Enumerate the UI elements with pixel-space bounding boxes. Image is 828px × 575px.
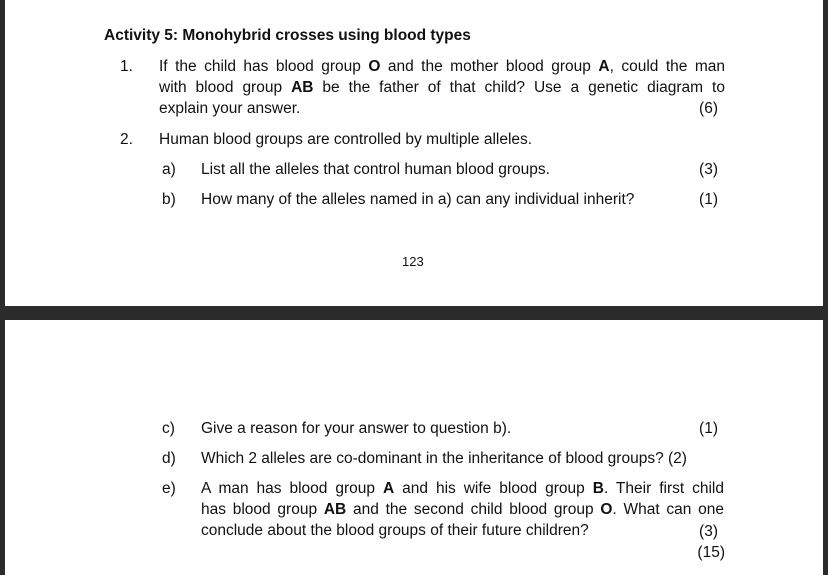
total-marks: (15) [697, 544, 725, 561]
q1-number: 1. [120, 58, 133, 75]
page-number: 123 [402, 254, 424, 269]
q2d-text: Which 2 alleles are co-dominant in the inheritance of blood groups? (2) [201, 450, 687, 467]
blood-group-b: B [592, 480, 604, 497]
q2e-label: e) [162, 480, 176, 497]
q1-marks: (6) [699, 100, 718, 117]
q2e-text: . What can one [612, 501, 725, 518]
page-2 [5, 320, 823, 575]
q1-text: and the mother blood group [380, 58, 599, 75]
q1-line-1 [159, 57, 725, 77]
q2-text: Human blood groups are controlled by multiple alleles. [159, 131, 533, 148]
blood-group-o: O [600, 501, 613, 518]
activity-title: Activity 5: Monohybrid crosses using blood types [104, 27, 471, 44]
q2e-marks: (3) [699, 523, 718, 540]
q1-text: , could the man [609, 58, 726, 75]
q2e-line-1 [201, 479, 724, 499]
q2b-label: b) [162, 191, 176, 208]
blood-group-a: A [382, 480, 395, 497]
q2e-text: and the second child blood group [346, 501, 601, 518]
q2c-label: c) [162, 420, 175, 437]
q1-text: be the father of that child? Use a genetic diagram to [313, 79, 725, 96]
q2a-label: a) [162, 161, 176, 178]
q2e-line-3: conclude about the blood groups of their future children? [201, 522, 589, 539]
q2c-text: Give a reason for your answer to question b). [201, 420, 512, 437]
q2a-marks: (3) [699, 161, 718, 178]
q2-number: 2. [120, 131, 133, 148]
q2d-label: d) [162, 450, 176, 467]
q2b-marks: (1) [699, 191, 718, 208]
q2a-text: List all the alleles that control human blood groups. [201, 161, 550, 178]
q2e-text: and his wife blood group [394, 480, 593, 497]
q2b-text: How many of the alleles named in a) can any individual inherit? [201, 191, 635, 208]
q2c-marks: (1) [699, 420, 718, 437]
blood-group-ab: AB [323, 501, 347, 518]
q1-text: If the child has blood group [159, 58, 369, 75]
q1-line-2 [159, 78, 725, 98]
q2e-text: has blood group [201, 501, 324, 518]
blood-group-a: A [598, 58, 610, 75]
q1-text: with blood group [159, 79, 292, 96]
blood-group-o: O [368, 58, 381, 75]
q2e-text: A man has blood group [201, 480, 383, 497]
q2e-line-2 [201, 500, 724, 520]
blood-group-ab: AB [291, 79, 314, 96]
q2e-text: . Their first child [603, 480, 724, 497]
page-1 [5, 0, 823, 306]
q1-line-3: explain your answer. [159, 100, 301, 117]
